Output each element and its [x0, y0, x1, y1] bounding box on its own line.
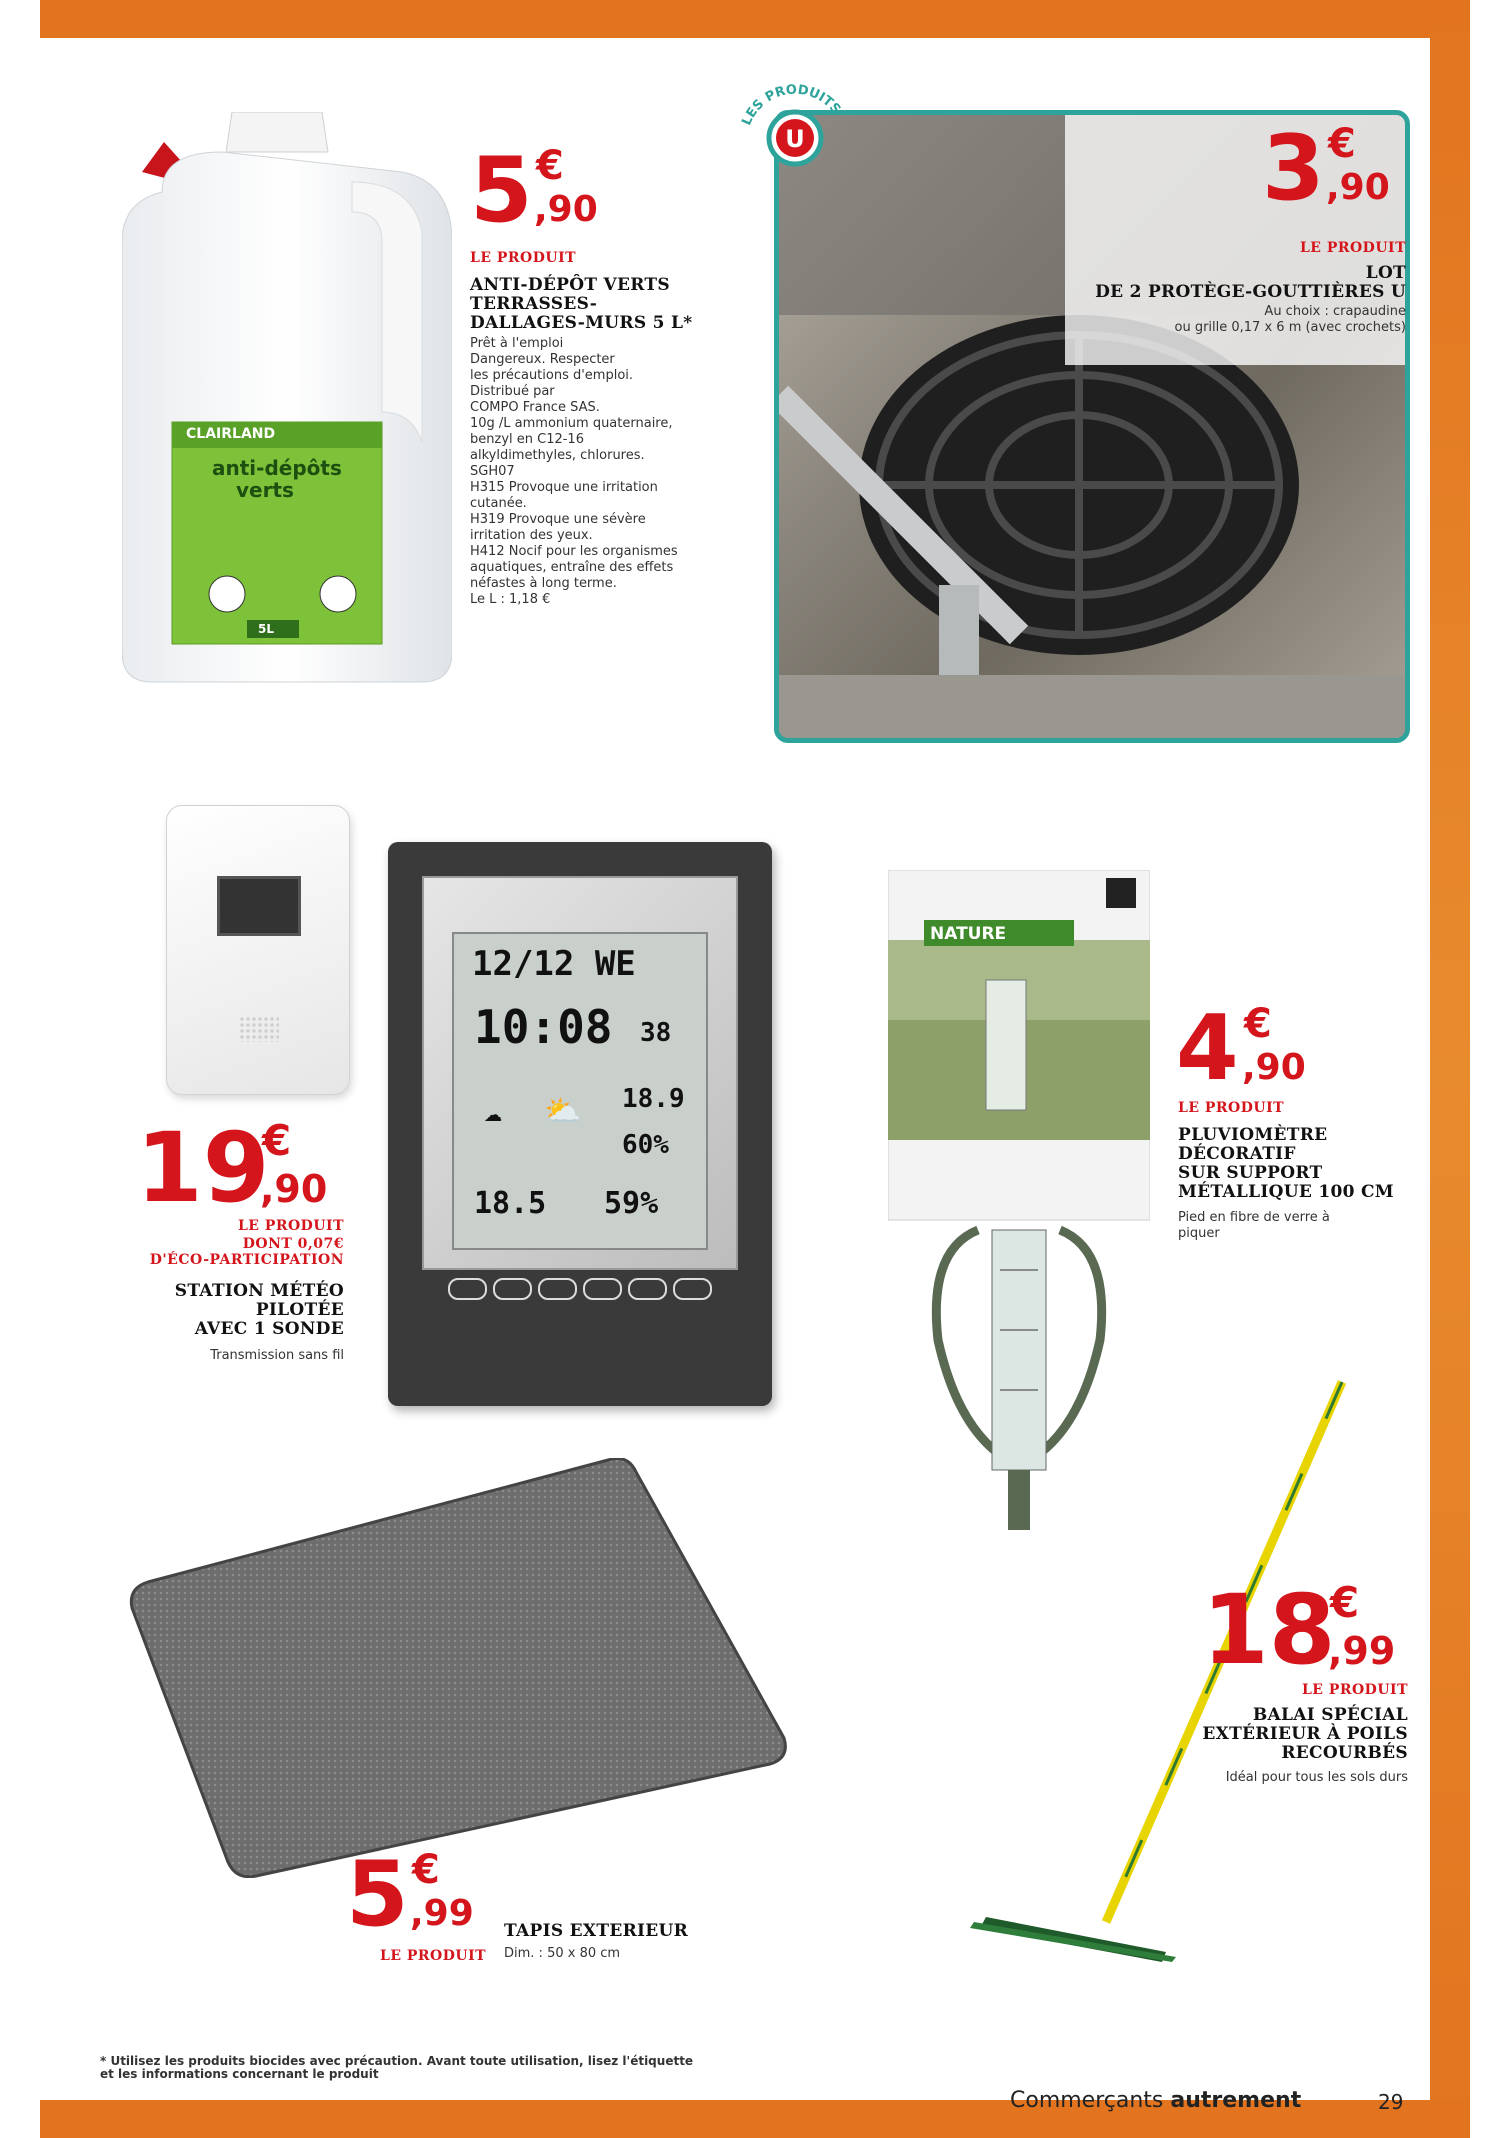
lcd-humidity-in: 59%	[604, 1186, 659, 1221]
top-frame-bar	[40, 0, 1470, 38]
price-tapis	[346, 1842, 506, 1950]
lcd-humidity: 60%	[622, 1130, 669, 1160]
title-line: RECOURBÉS	[1281, 1743, 1408, 1763]
product-description	[1040, 304, 1406, 336]
badge-letter-u: U	[785, 125, 805, 153]
product-title	[120, 1282, 344, 1339]
outdoor-mat-image	[128, 1458, 788, 1878]
price-integer: 4	[1176, 996, 1239, 1101]
unit-label: LE PRODUIT	[380, 1948, 487, 1964]
desc-line: Pied en fibre de verre à	[1178, 1210, 1330, 1225]
lcd-temp-out: 18.9	[622, 1084, 685, 1114]
desc-line: Transmission sans fil	[210, 1348, 344, 1363]
les-produits-u-logo	[730, 60, 860, 170]
title-line: TAPIS EXTERIEUR	[504, 1921, 689, 1941]
desc-line: ou grille 0,17 x 6 m (avec crochets)	[1174, 320, 1406, 335]
price-cents: ,99	[410, 1893, 474, 1934]
desc-line: Prêt à l'emploi	[470, 336, 564, 351]
desc-line: aquatiques, entraîne des effets	[470, 560, 674, 575]
desc-line: H412 Nocif pour les organismes	[470, 544, 678, 559]
desc-line: irritation des yeux.	[470, 528, 593, 543]
desc-line: Au choix : crapaudine	[1264, 304, 1406, 319]
price-euro-sign: €	[262, 1116, 292, 1165]
title-line: TERRASSES-	[470, 294, 598, 314]
price-cents: ,90	[1326, 167, 1390, 208]
title-line: BALAI SPÉCIAL	[1252, 1705, 1408, 1725]
title-line: SUR SUPPORT	[1178, 1163, 1323, 1183]
brand-tagline	[1010, 2088, 1301, 2113]
price-integer: 5	[346, 1842, 409, 1947]
price-cents: ,90	[534, 189, 598, 230]
desc-line: COMPO France SAS.	[470, 400, 600, 415]
title-line: STATION MÉTÉO	[174, 1281, 344, 1301]
desc-line: benzyl en C12-16	[470, 432, 584, 447]
station-lcd	[452, 932, 708, 1250]
price-euro-sign: €	[1328, 121, 1356, 167]
desc-line: néfastes à long terme.	[470, 576, 617, 591]
title-line: ANTI-DÉPÔT VERTS	[470, 275, 670, 295]
product-description	[1140, 1770, 1408, 1786]
weather-station-image	[388, 842, 772, 1406]
desc-line: cutanée.	[470, 496, 527, 511]
sun-cloud-icon: ⛅	[544, 1094, 582, 1129]
station-button[interactable]	[673, 1278, 712, 1300]
product-title	[1178, 1126, 1418, 1202]
product-description	[1178, 1210, 1418, 1242]
unit-label: LE PRODUIT	[1178, 1100, 1285, 1116]
desc-line: piquer	[1178, 1226, 1220, 1241]
product-description	[504, 1946, 764, 1962]
jerrycan-volume-label: 5L	[258, 622, 274, 636]
desc-line: Dangereux. Respecter	[470, 352, 615, 367]
price-balai	[1202, 1574, 1432, 1686]
wireless-sensor-image	[166, 805, 350, 1095]
jerrycan-image	[122, 112, 452, 692]
lcd-seconds: 38	[640, 1018, 672, 1048]
desc-line: H315 Provoque une irritation	[470, 480, 658, 495]
sensor-display	[217, 876, 301, 936]
eco-line: D'ÉCO-PARTICIPATION	[149, 1252, 344, 1268]
station-button[interactable]	[583, 1278, 622, 1300]
product-description	[470, 336, 750, 608]
desc-line: Idéal pour tous les sols durs	[1225, 1770, 1408, 1785]
desc-line: 10g /L ammonium quaternaire,	[470, 416, 673, 431]
footnote-line: * Utilisez les produits biocides avec précaution. Avant toute utilisation, lisez l'étiquette	[100, 2054, 694, 2068]
unit-label: LE PRODUIT	[470, 250, 577, 266]
price-integer: 5	[470, 138, 533, 243]
title-line: MÉTALLIQUE 100 CM	[1178, 1182, 1394, 1202]
product-title	[470, 276, 740, 333]
brand-plain: Commerçants	[1010, 2088, 1171, 2113]
desc-line: H319 Provoque une sévère	[470, 512, 646, 527]
desc-line: alkyldimethyles, chlorures.	[470, 448, 645, 463]
cloud-icon: ☁	[484, 1094, 503, 1129]
page-number: 29	[1378, 2090, 1404, 2114]
title-line: EXTÉRIEUR À POILS	[1202, 1724, 1408, 1744]
desc-line: Distribué par	[470, 384, 555, 399]
price-euro-sign: €	[536, 143, 564, 189]
title-line: DALLAGES-MURS 5 L*	[470, 313, 693, 333]
eco-line: DONT 0,07€	[242, 1236, 344, 1252]
price-pluviometre	[1176, 996, 1336, 1104]
right-frame-bar	[1430, 0, 1470, 2138]
title-line: LOT	[1365, 263, 1406, 283]
brand-bold: autrement	[1170, 2088, 1302, 2113]
desc-line: Dim. : 50 x 80 cm	[504, 1946, 621, 1961]
jerrycan-product-name-2: verts	[236, 478, 294, 502]
desc-line: les précautions d'emploi.	[470, 368, 634, 383]
title-line: PLUVIOMÈTRE	[1178, 1125, 1328, 1145]
price-cents: ,99	[1328, 1629, 1396, 1673]
station-button[interactable]	[493, 1278, 532, 1300]
title-line: DÉCORATIF	[1178, 1144, 1296, 1164]
footnote-line: et les informations concernant le produit	[100, 2067, 379, 2081]
product-description	[120, 1348, 344, 1364]
product-title	[504, 1922, 764, 1941]
lcd-temp-in: 18.5	[474, 1186, 547, 1221]
price-cents: ,90	[260, 1167, 328, 1211]
unit-label: LE PRODUIT	[1299, 240, 1406, 256]
title-line: DE 2 PROTÈGE-GOUTTIÈRES U	[1095, 282, 1406, 302]
sensor-speaker-grille	[239, 1016, 279, 1042]
pack-label-nature: NATURE	[930, 924, 1007, 944]
product-title	[1040, 264, 1406, 302]
station-button[interactable]	[628, 1278, 667, 1300]
biocide-footnote	[100, 2055, 693, 2081]
desc-line: SGH07	[470, 464, 515, 479]
eco-participation	[100, 1236, 344, 1268]
price-station-meteo	[136, 1112, 366, 1224]
price-integer: 3	[1262, 116, 1325, 221]
unit-label: LE PRODUIT	[237, 1218, 344, 1234]
station-buttons	[448, 1278, 712, 1300]
jerrycan-brand-label: CLAIRLAND	[186, 426, 276, 442]
station-button[interactable]	[448, 1278, 487, 1300]
badge-arc-text: LES PRODUITS	[739, 82, 844, 128]
desc-line: Le L : 1,18 €	[470, 592, 551, 607]
unit-label: LE PRODUIT	[1301, 1682, 1408, 1698]
price-euro-sign: €	[1330, 1578, 1360, 1627]
title-line: AVEC 1 SONDE	[194, 1319, 344, 1339]
price-euro-sign: €	[412, 1847, 440, 1893]
price-euro-sign: €	[1244, 1001, 1272, 1047]
lcd-time: 10:08	[474, 1000, 613, 1054]
price-integer: 19	[136, 1112, 270, 1224]
price-anti-depot	[470, 138, 630, 246]
jerrycan-product-name-1: anti-dépôts	[212, 456, 342, 480]
station-button[interactable]	[538, 1278, 577, 1300]
price-integer: 18	[1202, 1574, 1336, 1686]
product-title	[1140, 1706, 1408, 1763]
price-protege-gouttieres	[1262, 116, 1422, 224]
title-line: PILOTÉE	[255, 1300, 344, 1320]
lcd-date: 12/12 WE	[472, 944, 636, 984]
price-cents: ,90	[1242, 1047, 1306, 1088]
